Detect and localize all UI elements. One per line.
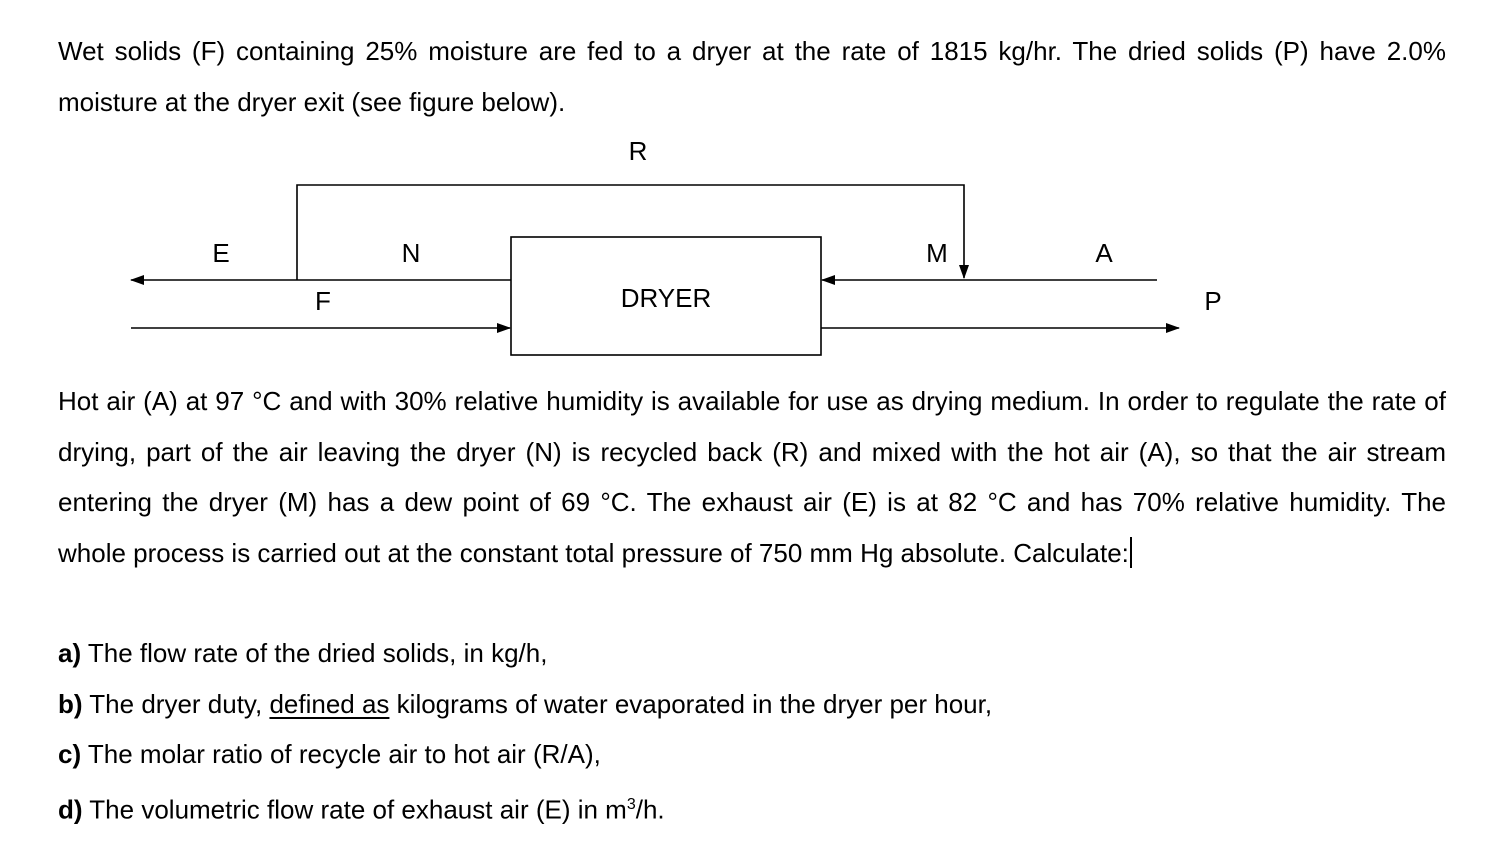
recycle-stream-line [297,185,964,280]
question-a-letter: a) [58,638,82,668]
stream-label-a: A [1095,238,1113,268]
stream-label-r: R [628,136,648,166]
stream-label-p: P [1204,286,1222,316]
question-d [58,780,992,835]
question-b-text-after: kilograms of water evaporated in the dryer per hour, [389,688,993,719]
question-c [58,729,992,780]
question-b-letter: b) [58,688,83,719]
question-a [58,628,992,679]
text-cursor [1130,537,1132,568]
question-c-letter: c) [58,739,82,769]
stream-label-f: F [315,286,331,316]
question-list [58,628,992,835]
stream-label-e: E [212,238,230,268]
question-c-text: The molar ratio of recycle air to hot air (R/A), [81,739,601,769]
question-b-underlined-text: defined as [269,688,390,719]
question-d-superscript: 3 [626,795,636,813]
question-b [58,679,992,730]
dryer-label: DRYER [620,283,712,313]
question-d-letter: d) [58,794,83,825]
question-b-text-before: The dryer duty, [82,688,270,719]
description-paragraph [58,376,1446,578]
description-text: Hot air (A) at 97 °C and with 30% relative humidity is available for use as drying medium. In order to regulate the rate of drying, part of the air leaving the dryer (N) is recycled back (R) and mixed with the hot air (A), so that the air stream entering the dryer (M) has a dew point of 69 °C. The exhaust air (E) is at 82 °C and has 70% relative humidity. The whole process is carried out at the constant total pressure of 750 mm Hg absolute. Calculate: [58,386,1446,568]
intro-text: Wet solids (F) containing 25% moisture are fed to a dryer at the rate of 1815 kg/hr. The dried solids (P) have 2.0% moisture at the dryer exit (see figure below). [58,36,1446,117]
question-d-text-end: /h. [635,794,665,825]
stream-label-n: N [401,238,421,268]
question-d-text: The volumetric flow rate of exhaust air (E) in m [82,794,627,825]
question-a-text: The flow rate of the dried solids, in kg/h, [81,638,548,668]
stream-label-m: M [926,238,948,268]
dryer-flow-diagram [0,0,1494,380]
